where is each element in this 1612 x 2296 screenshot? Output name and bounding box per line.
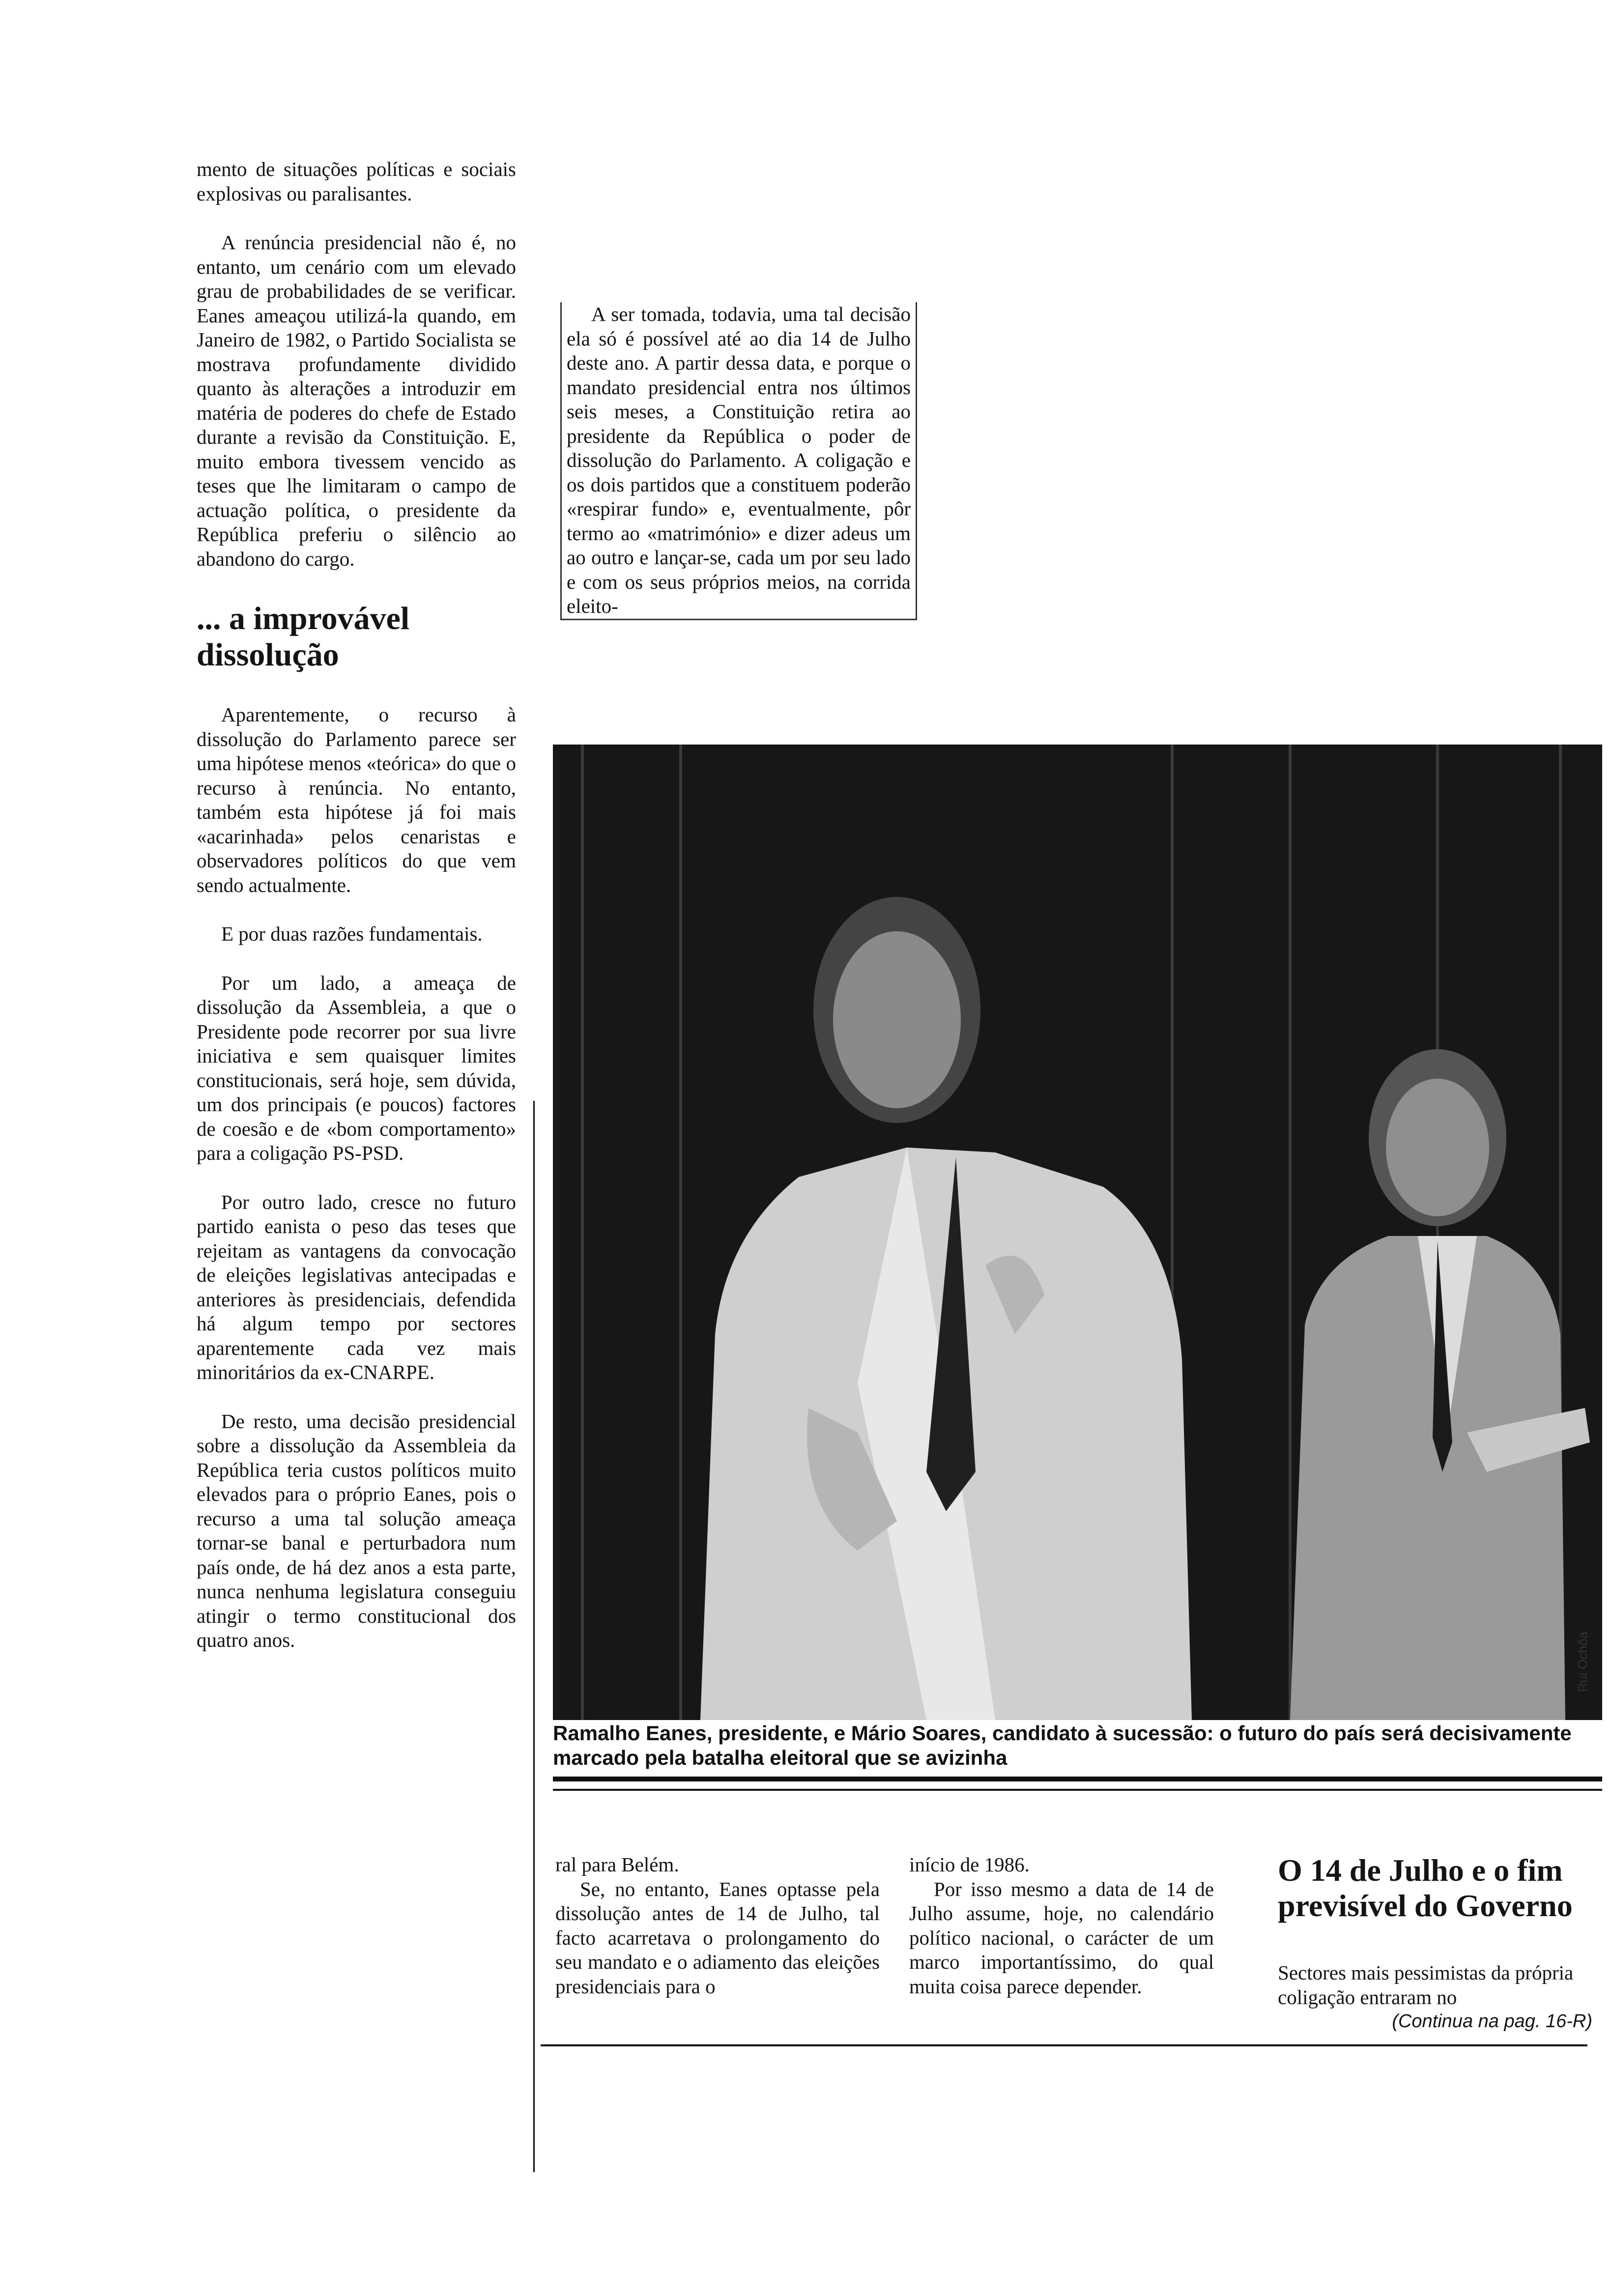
bottom-column-1	[555, 1853, 880, 1999]
paragraph: De resto, uma decisão presidencial sobre a dissolução da Assembleia da República teria custos políticos muito elevados para o próprio Eanes, pois o recurso a uma tal solução ameaça tornar-se banal e perturbadora num país onde, de há dez anos a esta parte, nunca nenhuma legislatura conseguiu atingir o termo constitucional dos quatro anos.	[197, 1409, 516, 1651]
paragraph: A ser tomada, todavia, uma tal decisão ela só é possível até ao dia 14 de Julho deste ano. A partir dessa data, e porque o mandato presidencial entra nos últimos seis meses, a Constituição retira ao presidente da República o poder de dissolução do Parlamento. A coligação e os dois partidos que a constituem poderão «respirar fundo» e, eventualmente, pôr termo ao «matrimónio» e dizer adeus um ao outro e lançar-se, cada um por seu lado e com os seus próprios meios, na corrida eleito-	[567, 303, 911, 617]
side-text	[1278, 1961, 1592, 2034]
section-heading: ... a improvável dissolução	[197, 601, 410, 673]
paragraph: ral para Belém.	[555, 1853, 679, 1876]
paragraph: Aparentemente, o recurso à dissolução do Parlamento parece ser uma hipótese menos «teórica» do que o recurso à renúncia. No entanto, também esta hipótese já foi mais «acarinhada» pelos cenaristas e observadores políticos do que vem sendo actualmente.	[197, 703, 516, 896]
photo-caption: Ramalho Eanes, presidente, e Mário Soares, candidato à sucessão: o futuro do país será decisivamente marcado pela batalha eleitoral que se avizinha	[553, 1722, 1572, 1769]
paragraph: Se, no entanto, Eanes optasse pela dissolução antes de 14 de Julho, tal facto acarretava o prolongamento do seu mandato e o adiamento das eleições presidenciais para o	[555, 1877, 880, 1998]
column-divider	[533, 1101, 535, 2172]
paragraph: Por um lado, a ameaça de dissolução da Assembleia, a que o Presidente pode recorrer por sua livre iniciativa e sem quaisquer limites constitucionais, será hoje, sem dúvida, um dos principais (e poucos) factores de coesão e de «bom comportamento» para a coligação PS-PSD.	[197, 971, 516, 1164]
continued-note: (Continua na pag. 16-R)	[1392, 2011, 1592, 2032]
side-headline: O 14 de Julho e o fim previsível do Governo	[1278, 1853, 1573, 1923]
photo-image	[553, 745, 1602, 1720]
paragraph: Por outro lado, cresce no futuro partido eanista o peso das teses que rejeitam as vantagens da convocação de eleições legislativas antecipadas e anteriores às presidenciais, defendida há algum tempo por sectores aparentemente cada vez mais minoritários da ex-CNARPE.	[197, 1190, 516, 1383]
paragraph: início de 1986.	[909, 1853, 1030, 1876]
paragraph: Por isso mesmo a data de 14 de Julho assume, hoje, no calendário político nacional, o carácter de um marco importantíssimo, do qual muita coisa parece depender.	[909, 1877, 1214, 1998]
paragraph: E por duas razões fundamentais.	[221, 922, 483, 945]
horizontal-rule	[553, 1789, 1602, 1791]
photo	[553, 745, 1602, 1720]
bottom-rule	[541, 2044, 1587, 2046]
paragraph: Sectores mais pessimistas da própria coligação entraram no	[1278, 1961, 1574, 2009]
bottom-column-2	[909, 1853, 1214, 1999]
boxed-column	[560, 302, 917, 620]
horizontal-rule	[553, 1777, 1602, 1781]
paragraph: mento de situações políticas e sociais explosivas ou paralisantes.	[197, 158, 516, 205]
photo-credit: Rui Ochôa	[1575, 1632, 1590, 1692]
left-column	[197, 157, 516, 1677]
paragraph: A renúncia presidencial não é, no entanto, um cenário com um elevado grau de probabilidades de se verificar. Eanes ameaçou utilizá-la quando, em Janeiro de 1982, o Partido Socialista se mostrava profundamente dividido quanto às alterações a introduzir em matéria de poderes do chefe de Estado durante a revisão da Constituição. E, muito embora tivessem vencido as teses que lhe limitaram o campo de actuação política, o presidente da República preferiu o silêncio ao abandono do cargo.	[197, 231, 516, 570]
